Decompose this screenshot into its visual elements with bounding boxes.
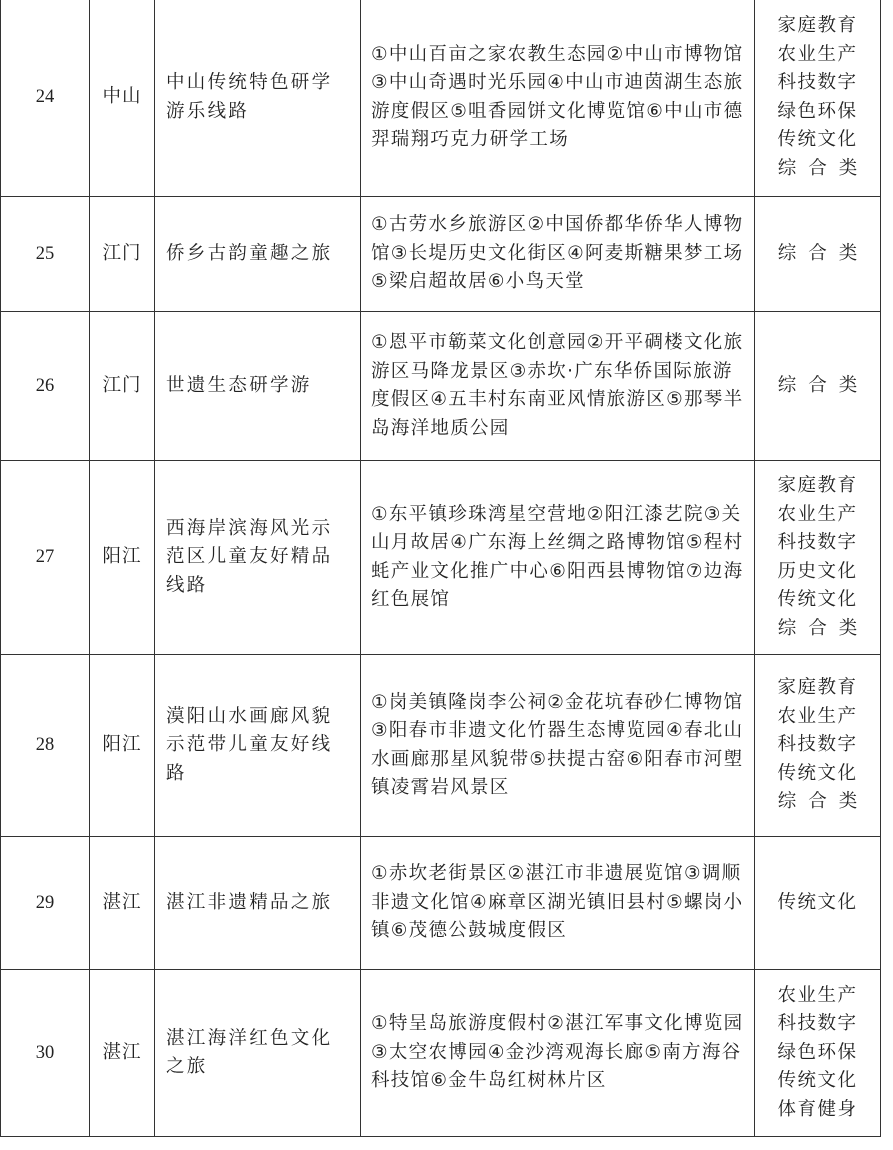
- route-name-cell: 侨乡古韵童趣之旅: [155, 197, 361, 312]
- city-cell: 湛江: [90, 970, 155, 1137]
- table-row: [1, 312, 881, 461]
- route-name-cell: 漠阳山水画廊风貌示范带儿童友好线路: [155, 655, 361, 837]
- sites-cell: ①赤坎老街景区②湛江市非遗展览馆③调顺非遗文化馆④麻章区湖光镇旧县村⑤螺岗小镇⑥茂德公鼓城度假区: [361, 837, 755, 970]
- city-cell: 中山: [90, 0, 155, 197]
- table-row: [1, 655, 881, 837]
- category-line: 农业生产: [777, 984, 858, 1006]
- city-cell: 江门: [90, 312, 155, 461]
- row-number: 24: [1, 0, 90, 197]
- table-row: [1, 0, 881, 197]
- route-name-cell: 中山传统特色研学游乐线路: [155, 0, 361, 197]
- sites-cell: ①中山百亩之家农教生态园②中山市博物馆③中山奇遇时光乐园④中山市迪茵湖生态旅游度假区⑤咀香园饼文化博览馆⑥中山市德羿瑞翔巧克力研学工场: [361, 0, 755, 197]
- row-number: 30: [1, 970, 90, 1137]
- city-cell: 江门: [90, 197, 155, 312]
- row-number: 26: [1, 312, 90, 461]
- city-cell: 阳江: [90, 655, 155, 837]
- category-line: 传统文化: [777, 129, 858, 150]
- category-line: 农业生产: [777, 705, 858, 727]
- sites-cell: ①岗美镇隆岗李公祠②金花坑春砂仁博物馆③阳春市非遗文化竹器生态博览园④春北山水画廊那星风貌带⑤扶提古窑⑥阳春市河塱镇凌霄岩风景区: [361, 655, 755, 837]
- category-line: 农业生产: [777, 43, 858, 65]
- category-line: 历史文化: [777, 560, 858, 582]
- category-line: 绿色环保: [777, 100, 858, 122]
- category-line: 科技数字: [777, 532, 858, 553]
- sites-cell: ①特呈岛旅游度假村②湛江军事文化博览园③太空农博园④金沙湾观海长廊⑤南方海谷科技馆⑥金牛岛红树林片区: [361, 970, 755, 1137]
- category-line: 综合类: [777, 242, 870, 264]
- category-line: 科技数字: [777, 1013, 858, 1035]
- row-number: 29: [1, 837, 90, 970]
- category-cell: [755, 312, 881, 461]
- category-cell: [755, 970, 881, 1137]
- category-cell: [755, 197, 881, 312]
- table-row: [1, 461, 881, 655]
- route-name-cell: 湛江非遗精品之旅: [155, 837, 361, 970]
- category-line: 传统文化: [777, 762, 858, 784]
- route-name-cell: 西海岸滨海风光示范区儿童友好精品线路: [155, 461, 361, 655]
- table-row: [1, 970, 881, 1137]
- category-line: 传统文化: [777, 1070, 858, 1092]
- route-name-cell: 湛江海洋红色文化之旅: [155, 970, 361, 1137]
- category-line: 科技数字: [777, 734, 858, 756]
- city-cell: 湛江: [90, 837, 155, 970]
- category-line: 家庭教育: [777, 475, 858, 496]
- category-line: 传统文化: [777, 589, 858, 610]
- city-cell: 阳江: [90, 461, 155, 655]
- category-cell: [755, 0, 881, 197]
- table-row: [1, 197, 881, 312]
- category-cell: [755, 461, 881, 655]
- row-number: 28: [1, 655, 90, 837]
- category-line: 综合类: [777, 157, 870, 179]
- row-number: 25: [1, 197, 90, 312]
- category-line: 传统文化: [777, 891, 858, 913]
- category-line: 综合类: [777, 791, 870, 813]
- category-line: 体育健身: [777, 1098, 858, 1120]
- category-line: 绿色环保: [777, 1041, 858, 1063]
- route-name-cell: 世遗生态研学游: [155, 312, 361, 461]
- category-line: 农业生产: [777, 503, 858, 525]
- category-line: 家庭教育: [777, 15, 858, 36]
- sites-cell: ①古劳水乡旅游区②中国侨都华侨华人博物馆③长堤历史文化街区④阿麦斯糖果梦工场⑤梁启超故居⑥小鸟天堂: [361, 197, 755, 312]
- category-line: 家庭教育: [777, 677, 858, 699]
- category-cell: [755, 837, 881, 970]
- sites-cell: ①恩平市簕菜文化创意园②开平碉楼文化旅游区马降龙景区③赤坎·广东华侨国际旅游度假区④五丰村东南亚风情旅游区⑤那琴半岛海洋地质公园: [361, 312, 755, 461]
- row-number: 27: [1, 461, 90, 655]
- category-line: 综合类: [777, 374, 870, 396]
- sites-cell: ①东平镇珍珠湾星空营地②阳江漆艺院③关山月故居④广东海上丝绸之路博物馆⑤程村蚝产业文化推广中心⑥阳西县博物馆⑦边海红色展馆: [361, 461, 755, 655]
- category-cell: [755, 655, 881, 837]
- category-line: 综合类: [777, 617, 870, 639]
- table-row: [1, 837, 881, 970]
- category-line: 科技数字: [777, 72, 858, 93]
